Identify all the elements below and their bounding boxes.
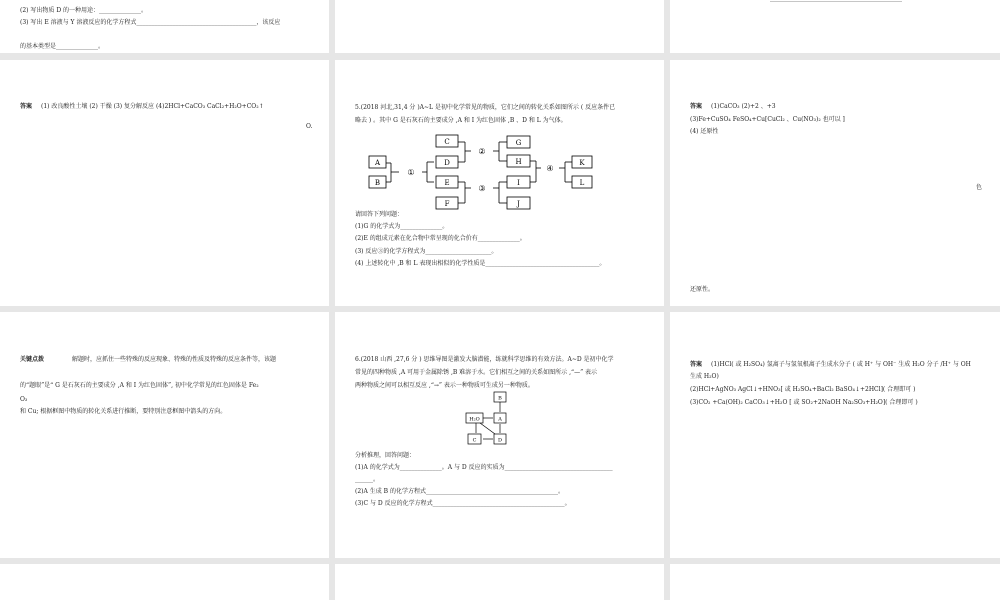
slide-r3c2: [670, 564, 1000, 600]
node-label-d: D: [444, 159, 450, 167]
node-label-c: C: [444, 138, 450, 146]
question-intro: 略去 ) 。其中 G 是石灰石的主要成分 ,A 和 I 为红色固体 ,B 、D 和 L 为气体。: [355, 117, 567, 124]
node-label-i: I: [517, 179, 520, 187]
reaction-marker-1: ①: [407, 168, 415, 177]
node-label-e: E: [444, 179, 450, 187]
question-intro: 5.(2018 河北,31,4 分 )A~L 是初中化学常见的物质，它们之间的转化关系如图所示 ( 反应条件已: [355, 104, 616, 111]
question-line: (2)A 生成 B 的化学方程式____________________________________________。: [355, 488, 564, 495]
node-label-j: J: [517, 200, 520, 208]
node-label-c: C: [472, 437, 477, 444]
key-point-label: 关键点拨: [20, 356, 45, 363]
question-intro: 两种物质之间可以相互反应 ,“→” 表示一种物质可生成另一种物质。: [355, 382, 534, 389]
key-point-line: 的“题眼”是“ G 是石灰石的主要成分 ,A 和 I 为红色固体”, 初中化学常见的红色固体是 Fe₂: [20, 382, 259, 389]
slide-r2c0: [0, 312, 329, 558]
slide-r3c1: [335, 564, 664, 600]
question-line: (3)C 与 D 反应的化学方程式____________________________________________。: [355, 500, 571, 507]
answer-underline: [770, 0, 902, 4]
answer-side-char: 色: [976, 184, 983, 191]
slide-r1c0: [0, 60, 329, 306]
slide-r0c2: [670, 0, 1000, 53]
slide-r2c1: [335, 312, 664, 558]
node-label-b: B: [498, 395, 502, 402]
answer-line: (4) 还原性: [690, 128, 719, 135]
question-line: 分析推理，回答问题：: [355, 452, 416, 459]
node-label-a: A: [498, 416, 502, 423]
slide-r0c1: [335, 0, 664, 53]
answer-line: (3)CO₂ +Ca(OH)₂ CaCO₃↓+H₂O [ 或 SO₂+2NaOH Na₂SO₃+H₂O]( 合理即可 ): [690, 399, 918, 406]
key-point-line: 和 Cu; 根据框图中物质的转化关系进行推断，要特别注意框图中箭头的方向。: [20, 408, 227, 415]
slide-r1c2: [670, 60, 1000, 306]
question-line: (3) 写出 E 溶液与 Y 溶液反应的化学方程式________________________________________，该反应: [20, 19, 281, 26]
reaction-marker-2: ②: [478, 147, 486, 156]
reaction-marker-3: ③: [478, 184, 486, 193]
node-label-b: B: [374, 179, 381, 187]
conversion-diagram: [335, 60, 664, 306]
answer-label: 答案: [690, 103, 703, 110]
answer-trailing: O.: [306, 123, 313, 130]
node-label-k: K: [579, 159, 585, 167]
node-label-a: A: [374, 159, 381, 167]
key-point-line: O₃: [20, 396, 28, 403]
question-line: (3) 反应③的化学方程式为______________________。: [355, 248, 498, 255]
slide-r0c0: [0, 0, 329, 53]
answer-line: (2)HCl+AgNO₃ AgCl↓+HNO₃[ 或 H₂SO₄+BaCl₂ BaSO₄↓+2HCl]( 合理即可 ): [690, 386, 916, 393]
question-line: 的基本类型是______________。: [20, 43, 105, 50]
question-line: (4) 上述转化中 ,B 和 L 表现出相似的化学性质是______________________________________。: [355, 260, 606, 267]
question-intro: 6.(2018 山西 ,27,6 分 ) 思维导图是激发大脑潜能，练就科学思维的有效方法。A~D 是初中化学: [355, 356, 614, 363]
node-label-d: D: [497, 437, 503, 444]
answer-label: 答案: [690, 361, 703, 368]
slide-r3c0: [0, 564, 329, 600]
question-line: (2)E 的组成元素在化合物中常呈现的化合价有______________。: [355, 235, 526, 242]
mind-map-diagram: [335, 312, 664, 558]
question-line: (1)G 的化学式为______________。: [355, 223, 449, 230]
question-line: (2) 写出物质 D 的一种用途：______________。: [20, 7, 148, 14]
answer-text: (1) 改良酸性土壤 (2) 干燥 (3) 复分解反应 (4)2HCl+CaCO₃ CaCl₂+H₂O+CO₂↑: [41, 103, 264, 110]
answer-line: (3)Fe+CuSO₄ FeSO₄+Cu[CuCl₂ 、Cu(NO₃)₂ 也可以 ]: [690, 116, 845, 123]
answer-line: (1)CaCO₃ (2)+2 、+3: [711, 103, 776, 110]
node-label-water: H₂O: [469, 416, 480, 423]
node-label-f: F: [444, 200, 450, 208]
node-label-l: L: [579, 179, 585, 187]
reaction-marker-4: ④: [546, 164, 554, 173]
question-line: ______。: [355, 476, 380, 483]
answer-line: (1)HCl( 或 H₂SO₄) 氢离子与氢氧根离子生成水分子 ( 或 H⁺ 与 OH⁻ 生成 H₂O 分子 /H⁺ 与 OH: [711, 361, 971, 368]
question-line: 请回答下列问题：: [355, 211, 404, 218]
key-point-line: 解题时，应抓住一些特殊的反应现象、特殊的性质及特殊的反应条件等，该题: [72, 356, 277, 363]
node-label-h: H: [515, 158, 522, 166]
slide-r2c2: [670, 312, 1000, 558]
answer-line: 生成 H₂O): [690, 373, 719, 380]
answer-label: 答案: [20, 103, 33, 110]
node-label-g: G: [515, 139, 522, 147]
answer-bottom: 还原性。: [690, 286, 715, 293]
slide-r1c1: [335, 60, 664, 306]
question-line: (1)A 的化学式为______________。A 与 D 反应的实质为____________________________________: [355, 464, 613, 471]
question-intro: 常见的四种物质 ,A 可用于金属除锈 ,B 难溶于水。它们相互之间的关系如图所示 ,“—” 表示: [355, 369, 598, 376]
